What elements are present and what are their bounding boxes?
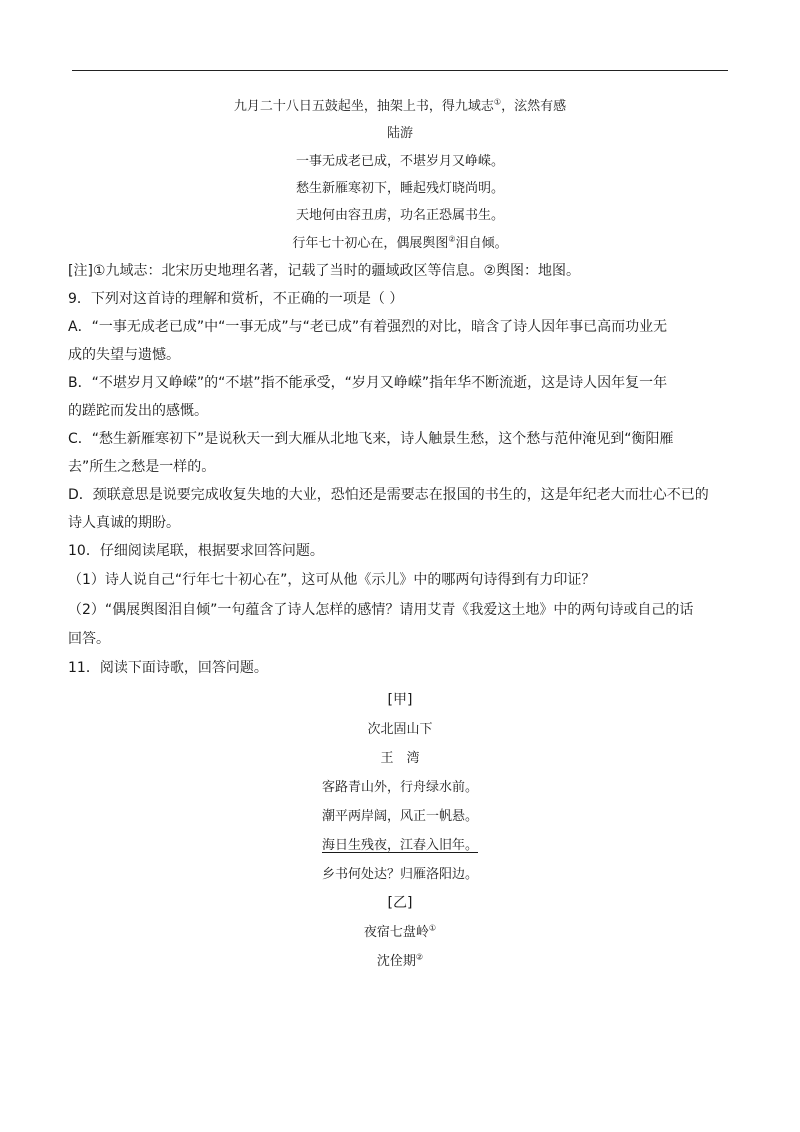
q11-jia-line-3-underlined: 海日生残夜，江春入旧年。: [321, 838, 478, 853]
q10-sub-2-line1: （2）“偶展舆图泪自倾”一句蕴含了诗人怎样的感情？请用艾青《我爱这土地》中的两句诗或自己的话: [68, 602, 694, 618]
q11-jia-line-2: 潮平两岸阔，风正一帆悬。: [321, 809, 478, 824]
q11-yi-title-mark: ①: [428, 923, 437, 933]
poem1-title-tail: ，泫然有感: [501, 99, 567, 114]
q11-jia-line-3: [72, 831, 728, 860]
q11-yi-author: [72, 947, 728, 976]
q11-yi-title: [72, 918, 728, 947]
poem1-line-4-a: 行年七十初心在，偶展舆图: [292, 236, 449, 251]
q10-sub-2-line2: 回答。: [68, 631, 110, 647]
poem1-note: [注]①九域志：北宋历史地理名著，记载了当时的疆域政区等信息。②舆图：地图。: [68, 263, 581, 279]
q9-option-c-line1: C．“愁生新雁寒初下”是说秋天一到大雁从北地飞来，诗人触景生愁，这个愁与范仲淹见到“衡阳雁: [68, 431, 674, 447]
poem1-line-4-b: 泪自倾。: [455, 236, 508, 251]
q11-yi-title-text: 夜宿七盘岭: [363, 925, 429, 940]
q9-option-b-line1: B．“不堪岁月又峥嵘”的“不堪”指不能承受，“岁月又峥嵘”指年华不断流逝，这是诗人因年复一年: [68, 375, 668, 391]
q11-jia-line-4: 乡书何处达？归雁洛阳边。: [321, 867, 478, 882]
poem1-title: [72, 94, 728, 120]
q9-option-d-line1: D．颈联意思是说要完成收复失地的大业，恐怕还是需要志在报国的书生的，这是年纪老大而壮心不已的: [68, 487, 709, 503]
q11-jia-author: 王 湾: [380, 751, 420, 766]
q9-option-a-line2: 成的失望与遗憾。: [68, 347, 180, 363]
q9-option-c-line2: 去”所生之愁是一样的。: [68, 459, 216, 475]
header-rule: [72, 70, 728, 71]
poem1-author: 陆游: [386, 126, 413, 141]
q9-stem: 9．下列对这首诗的理解和赏析，不正确的一项是（ ）: [68, 291, 404, 307]
poem1-line-2: 愁生新雁寒初下，睡起残灯晓尚明。: [295, 181, 504, 196]
q9-option-b-line2: 的蹉跎而发出的感慨。: [68, 403, 208, 419]
poem1-line-1: 一事无成老已成，不堪岁月又峥嵘。: [295, 154, 504, 169]
document-page: [68, 94, 728, 976]
q11-yi-label: [乙]: [387, 895, 413, 911]
q11-jia-label: [甲]: [387, 692, 413, 708]
q9-option-a-line1: A．“一事无成老已成”中“一事无成”与“老已成”有着强烈的对比，暗含了诗人因年事已高而功业无: [68, 319, 668, 335]
q11-yi-author-mark: ②: [415, 952, 424, 962]
q11-stem: 11．阅读下面诗歌，回答问题。: [68, 660, 268, 676]
q11-yi-author-text: 沈佺期: [376, 954, 416, 969]
poem1-title-note-mark: ①: [493, 97, 502, 107]
q10-sub-1: （1）诗人说自己“行年七十初心在”，这可从他《示儿》中的哪两句诗得到有力印证？: [68, 572, 596, 588]
poem1-line-4-mark: ②: [448, 234, 456, 244]
q10-stem: 10．仔细阅读尾联，根据要求回答问题。: [68, 543, 324, 559]
poem1-line-4: [72, 230, 728, 258]
poem1-title-text: 九月二十八日五鼓起坐，抽架上书，得九域志: [233, 99, 494, 114]
q11-jia-title: 次北固山下: [367, 722, 433, 737]
q9-option-d-line2: 诗人真诚的期盼。: [68, 515, 180, 531]
q11-jia-line-1: 客路青山外，行舟绿水前。: [321, 780, 478, 795]
poem1-line-3: 天地何由容丑虏，功名正恐属书生。: [295, 208, 504, 223]
